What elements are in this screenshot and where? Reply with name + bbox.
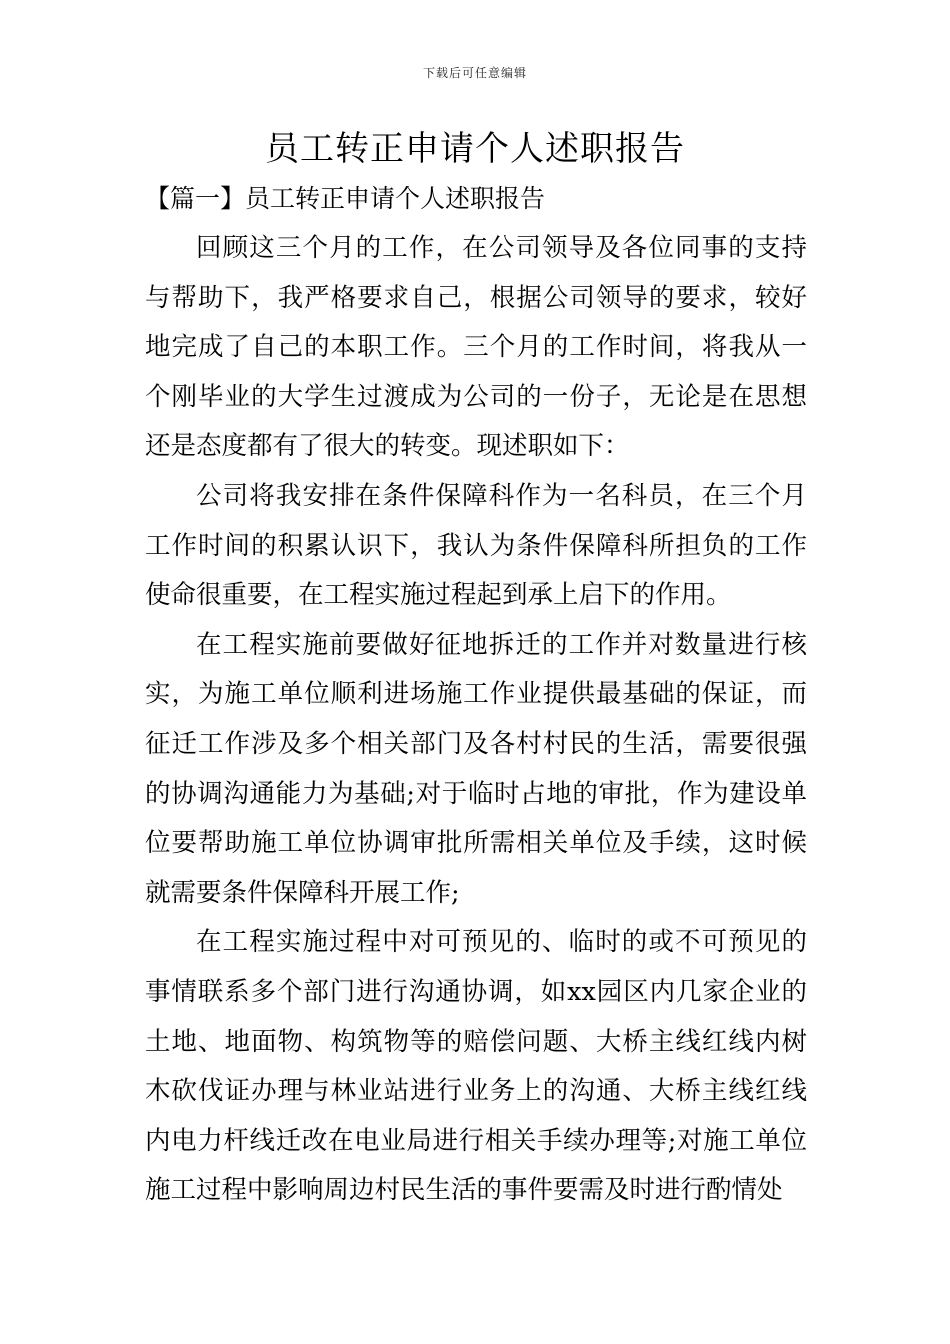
paragraph: 在工程实施过程中对可预见的、临时的或不可预见的事情联系多个部门进行沟通协调，如xx园区内几家企业的土地、地面物、构筑物等的赔偿问题、大桥主线红线内树木砍伐证办理与林业站进行业务上的沟通、大桥主线红线内电力杆线迁改在电业局进行相关手续办理等;对施工单位施工过程中影响周边村民生活的事件要需及时进行酌情处: [145, 927, 807, 1206]
section-heading: 【篇一】员工转正申请个人述职报告: [145, 184, 546, 213]
paragraph: 公司将我安排在条件保障科作为一名科员，在三个月工作时间的积累认识下，我认为条件保障科所担负的工作使命很重要，在工程实施过程起到承上启下的作用。: [145, 480, 807, 611]
document-title: 员工转正申请个人述职报告: [265, 129, 685, 169]
paragraph: 回顾这三个月的工作，在公司领导及各位同事的支持与帮助下，我严格要求自己，根据公司领导的要求，较好地完成了自己的本职工作。三个月的工作时间，将我从一个刚毕业的大学生过渡成为公司的一份子，无论是在思想还是态度都有了很大的转变。现述职如下：: [145, 233, 807, 462]
header-note: 下载后可任意编辑: [422, 66, 527, 80]
document-body: [145, 224, 807, 1216]
paragraph: 在工程实施前要做好征地拆迁的工作并对数量进行核实，为施工单位顺利进场施工作业提供最基础的保证，而征迁工作涉及多个相关部门及各村村民的生活，需要很强的协调沟通能力为基础;对于临时占地的审批，作为建设单位要帮助施工单位协调审批所需相关单位及手续，这时候就需要条件保障科开展工作;: [145, 629, 807, 908]
